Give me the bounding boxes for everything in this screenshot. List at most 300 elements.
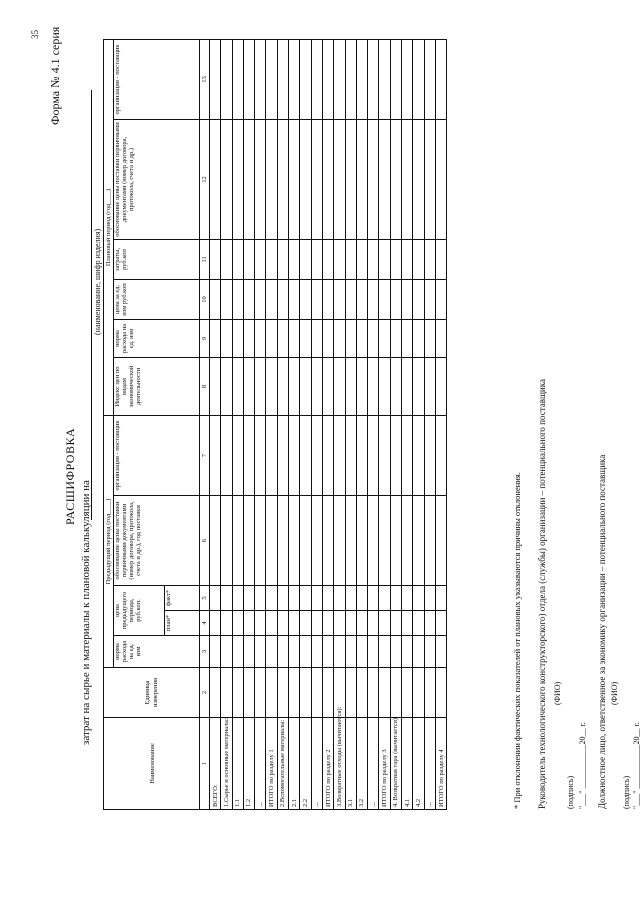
table-cell: [345, 586, 356, 611]
table-row: [243, 39, 254, 809]
table-cell: [255, 39, 266, 119]
table-cell: [277, 496, 288, 586]
table-row: [390, 39, 401, 809]
table-cell: [413, 358, 424, 416]
col-name-header: Наименование: [104, 718, 200, 810]
table-cell: [334, 416, 345, 496]
col-norm-plan-header: норма расхода на ед. изм: [114, 320, 200, 358]
table-row: [435, 39, 446, 809]
product-caption: (наименование, шифр изделия): [93, 228, 102, 335]
table-cell: [413, 120, 424, 240]
table-cell: [210, 320, 221, 358]
table-cell: [266, 120, 277, 240]
table-cell: [368, 39, 379, 119]
table-cell: [334, 496, 345, 586]
table-cell: [277, 358, 288, 416]
col-plan-header: план*: [165, 611, 200, 636]
table-cell: [356, 39, 367, 119]
table-cell: [379, 120, 390, 240]
table-cell: [243, 586, 254, 611]
table-row: [255, 39, 266, 809]
table-cell: [243, 280, 254, 320]
table-cell: [402, 636, 413, 668]
table-cell: [255, 240, 266, 280]
col-number: 1: [200, 718, 210, 810]
table-cell: [277, 586, 288, 611]
table-cell: [266, 668, 277, 718]
table-cell: [243, 120, 254, 240]
table-cell: [345, 496, 356, 586]
table-cell: [311, 280, 322, 320]
table-cell: [210, 358, 221, 416]
table-cell: [221, 611, 232, 636]
table-cell: [255, 358, 266, 416]
table-cell: [424, 320, 435, 358]
row-label: ...: [311, 718, 322, 810]
table-cell: [424, 240, 435, 280]
table-cell: [356, 120, 367, 240]
table-cell: [402, 358, 413, 416]
table-cell: [322, 358, 333, 416]
table-cell: [379, 358, 390, 416]
table-cell: [368, 320, 379, 358]
document-subtitle: затрат на сырье и материалы к плановой калькуляции на: [80, 480, 92, 745]
table-cell: [300, 280, 311, 320]
row-label: 2.Вспомогательные материалы:: [277, 718, 288, 810]
table-cell: [221, 240, 232, 280]
row-label: 4.2: [413, 718, 424, 810]
table-cell: [210, 240, 221, 280]
table-cell: [221, 636, 232, 668]
table-cell: [266, 611, 277, 636]
table-cell: [277, 120, 288, 240]
table-cell: [243, 240, 254, 280]
col-unit-header: Единица измерения: [104, 668, 200, 718]
table-row: [300, 39, 311, 809]
official-signature-label: (подпись): [622, 775, 631, 809]
table-cell: [243, 416, 254, 496]
table-cell: [255, 636, 266, 668]
table-cell: [368, 496, 379, 586]
table-cell: [255, 320, 266, 358]
col-number: 2: [200, 668, 210, 718]
table-cell: [255, 496, 266, 586]
table-cell: [277, 416, 288, 496]
table-row: [322, 39, 333, 809]
table-cell: [232, 240, 243, 280]
row-label: 3.Возвратные отходы (вычитаются):: [334, 718, 345, 810]
table-cell: [390, 320, 401, 358]
table-cell: [368, 636, 379, 668]
table-cell: [255, 586, 266, 611]
table-cell: [232, 636, 243, 668]
table-cell: [390, 668, 401, 718]
table-cell: [390, 358, 401, 416]
table-cell: [300, 358, 311, 416]
table-cell: [266, 586, 277, 611]
col-number: 7: [200, 416, 210, 496]
table-cell: [266, 416, 277, 496]
table-cell: [210, 586, 221, 611]
table-cell: [289, 636, 300, 668]
table-cell: [210, 416, 221, 496]
table-cell: [266, 496, 277, 586]
row-label: 1.1: [232, 718, 243, 810]
table-cell: [345, 280, 356, 320]
table-cell: [390, 586, 401, 611]
row-label: ...: [255, 718, 266, 810]
table-cell: [356, 320, 367, 358]
table-cell: [413, 611, 424, 636]
col-number: 10: [200, 280, 210, 320]
calculation-table: [103, 39, 447, 810]
table-cell: [368, 416, 379, 496]
table-cell: [379, 416, 390, 496]
table-cell: [277, 39, 288, 119]
table-cell: [345, 39, 356, 119]
table-cell: [402, 320, 413, 358]
table-cell: [402, 611, 413, 636]
table-cell: [435, 496, 446, 586]
form-label: Форма № 4.1 серия: [48, 26, 62, 125]
col-number: 6: [200, 496, 210, 586]
table-cell: [289, 120, 300, 240]
table-cell: [379, 668, 390, 718]
table-cell: [210, 120, 221, 240]
table-cell: [402, 496, 413, 586]
table-cell: [300, 668, 311, 718]
col-norm-header: норма расхода на ед. изм: [114, 636, 200, 668]
table-cell: [210, 611, 221, 636]
table-cell: [435, 320, 446, 358]
table-cell: [221, 280, 232, 320]
table-cell: [424, 668, 435, 718]
table-cell: [390, 120, 401, 240]
row-label: 1.Сырье и основные материалы:: [221, 718, 232, 810]
table-cell: [221, 496, 232, 586]
row-label: ...: [368, 718, 379, 810]
table-cell: [289, 280, 300, 320]
table-cell: [356, 280, 367, 320]
table-cell: [255, 611, 266, 636]
col-price-plan-header: цена за ед. изм руб.коп: [114, 280, 200, 320]
table-cell: [390, 280, 401, 320]
table-cell: [300, 611, 311, 636]
table-row: [424, 39, 435, 809]
official-date-line: "___" ___________20__ г.: [632, 722, 641, 809]
table-cell: [289, 496, 300, 586]
table-cell: [289, 320, 300, 358]
table-cell: [277, 636, 288, 668]
table-body: [210, 39, 447, 809]
table-cell: [424, 636, 435, 668]
table-cell: [255, 416, 266, 496]
table-cell: [345, 358, 356, 416]
table-cell: [266, 358, 277, 416]
table-cell: [368, 120, 379, 240]
table-cell: [322, 668, 333, 718]
table-row: [402, 39, 413, 809]
table-cell: [413, 280, 424, 320]
plan-period-header: Плановый период (год____): [104, 39, 114, 415]
table-row: [356, 39, 367, 809]
table-cell: [424, 358, 435, 416]
table-cell: [435, 636, 446, 668]
table-cell: [390, 611, 401, 636]
table-cell: [379, 39, 390, 119]
table-cell: [311, 496, 322, 586]
table-cell: [435, 611, 446, 636]
table-cell: [243, 320, 254, 358]
table-cell: [368, 358, 379, 416]
table-cell: [356, 668, 367, 718]
table-cell: [402, 240, 413, 280]
official-fio-label: (ФИО): [610, 681, 619, 705]
table-cell: [435, 586, 446, 611]
col-index-header: Индекс цен по видам экономической деятельности: [114, 358, 200, 416]
table-cell: [390, 416, 401, 496]
table-cell: [232, 416, 243, 496]
table-cell: [322, 280, 333, 320]
table-cell: [379, 240, 390, 280]
table-cell: [356, 636, 367, 668]
subtitle-fill-line: [91, 90, 92, 520]
table-cell: [221, 320, 232, 358]
col-number: 4: [200, 611, 210, 636]
row-label: ИТОГО по разделу 1: [266, 718, 277, 810]
table-cell: [390, 240, 401, 280]
table-cell: [413, 586, 424, 611]
table-cell: [277, 280, 288, 320]
table-cell: [311, 668, 322, 718]
table-cell: [345, 120, 356, 240]
table-cell: [390, 39, 401, 119]
table-cell: [379, 320, 390, 358]
table-cell: [345, 636, 356, 668]
table-cell: [424, 120, 435, 240]
table-cell: [243, 496, 254, 586]
table-cell: [413, 240, 424, 280]
table-cell: [232, 611, 243, 636]
table-cell: [334, 320, 345, 358]
table-cell: [221, 586, 232, 611]
table-cell: [356, 416, 367, 496]
table-cell: [368, 611, 379, 636]
table-cell: [266, 280, 277, 320]
table-cell: [322, 611, 333, 636]
table-row: [345, 39, 356, 809]
table-cell: [232, 280, 243, 320]
table-cell: [424, 586, 435, 611]
table-row: [413, 39, 424, 809]
table-cell: [334, 586, 345, 611]
table-cell: [334, 611, 345, 636]
table-cell: [424, 280, 435, 320]
table-cell: [289, 358, 300, 416]
table-cell: [210, 636, 221, 668]
table-row: [379, 39, 390, 809]
table-cell: [243, 636, 254, 668]
col-costs-header: затраты, руб.коп: [114, 240, 200, 280]
table-cell: [322, 39, 333, 119]
table-cell: [402, 280, 413, 320]
table-cell: [255, 668, 266, 718]
table-cell: [413, 39, 424, 119]
table-cell: [289, 39, 300, 119]
table-row: [289, 39, 300, 809]
table-cell: [243, 668, 254, 718]
table-cell: [255, 120, 266, 240]
table-cell: [243, 611, 254, 636]
table-cell: [356, 496, 367, 586]
table-cell: [266, 636, 277, 668]
table-cell: [232, 39, 243, 119]
col-number: 11: [200, 240, 210, 280]
row-label: ИТОГО по разделу 2: [322, 718, 333, 810]
col-number: 8: [200, 358, 210, 416]
table-cell: [277, 668, 288, 718]
table-cell: [322, 636, 333, 668]
table-cell: [390, 636, 401, 668]
table-cell: [300, 240, 311, 280]
table-row: [232, 39, 243, 809]
table-cell: [232, 668, 243, 718]
table-cell: [435, 416, 446, 496]
table-cell: [232, 120, 243, 240]
table-cell: [435, 280, 446, 320]
row-label: ИТОГО по разделу 4: [435, 718, 446, 810]
table-cell: [210, 280, 221, 320]
table-cell: [402, 668, 413, 718]
row-label: 2.2: [300, 718, 311, 810]
table-cell: [379, 611, 390, 636]
table-cell: [311, 320, 322, 358]
table-cell: [379, 636, 390, 668]
table-cell: [413, 416, 424, 496]
prev-period-header: Предыдущий период (год____): [104, 416, 114, 668]
row-label: 3.2: [356, 718, 367, 810]
table-row: [311, 39, 322, 809]
table-cell: [435, 358, 446, 416]
table-cell: [277, 611, 288, 636]
col-justification-header: обоснование цены поставки первичными документами (номер договора, протокола, счета и др.), год поставки: [114, 496, 200, 586]
table-cell: [424, 39, 435, 119]
table-cell: [435, 240, 446, 280]
table-cell: [300, 496, 311, 586]
page-number: 35: [30, 30, 40, 39]
table-cell: [345, 240, 356, 280]
table-cell: [232, 586, 243, 611]
table-cell: [424, 611, 435, 636]
table-cell: [210, 496, 221, 586]
table-cell: [311, 358, 322, 416]
row-label: 3.1: [345, 718, 356, 810]
table-cell: [289, 668, 300, 718]
table-cell: [300, 636, 311, 668]
table-cell: [435, 120, 446, 240]
table-cell: [402, 120, 413, 240]
table-cell: [334, 240, 345, 280]
table-row: [210, 39, 221, 809]
col-number: 5: [200, 586, 210, 611]
row-label: ИТОГО по разделу 3: [379, 718, 390, 810]
official-signature-title: Должностное лицо, ответственное за экономику организации – потенциального поставщика: [597, 454, 607, 809]
table-cell: [311, 636, 322, 668]
table-cell: [300, 39, 311, 119]
table-cell: [402, 586, 413, 611]
table-cell: [334, 120, 345, 240]
table-cell: [435, 39, 446, 119]
col-number: 12: [200, 120, 210, 240]
table-cell: [413, 496, 424, 586]
table-cell: [368, 280, 379, 320]
row-label: 4. Возвратная тара (вычитается): [390, 718, 401, 810]
table-cell: [413, 320, 424, 358]
row-label: ...: [424, 718, 435, 810]
col-number: 3: [200, 636, 210, 668]
table-cell: [289, 240, 300, 280]
table-cell: [322, 416, 333, 496]
table-cell: [300, 120, 311, 240]
table-cell: [379, 586, 390, 611]
table-cell: [424, 496, 435, 586]
table-cell: [334, 636, 345, 668]
table-cell: [435, 668, 446, 718]
col-number: 13: [200, 39, 210, 119]
table-cell: [356, 586, 367, 611]
table-cell: [402, 416, 413, 496]
table-cell: [221, 668, 232, 718]
col-supplier-plan-header: организация - поставщик: [114, 39, 200, 119]
table-cell: [379, 280, 390, 320]
table-cell: [300, 320, 311, 358]
deviation-note: * При отклонении фактических показателей от плановых указываются причины отклонения.: [512, 472, 522, 809]
table-cell: [413, 636, 424, 668]
table-cell: [424, 416, 435, 496]
table-cell: [300, 416, 311, 496]
table-cell: [334, 280, 345, 320]
table-cell: [311, 240, 322, 280]
table-row: [277, 39, 288, 809]
table-cell: [379, 496, 390, 586]
table-cell: [232, 496, 243, 586]
document-title: РАСШИФРОВКА: [63, 427, 77, 525]
table-cell: [289, 586, 300, 611]
table-cell: [277, 320, 288, 358]
table-cell: [345, 320, 356, 358]
table-cell: [266, 240, 277, 280]
table-cell: [289, 611, 300, 636]
head-fio-label: (ФИО): [553, 681, 562, 705]
table-cell: [300, 586, 311, 611]
head-signature-title: Руководитель технологического конструкторского) отдела (службы) организации – потенциального поставщика: [537, 379, 547, 809]
head-date-line: "___" ___________20__ г.: [578, 722, 587, 809]
table-cell: [356, 240, 367, 280]
table-cell: [311, 416, 322, 496]
table-cell: [266, 320, 277, 358]
table-cell: [311, 611, 322, 636]
table-row: [221, 39, 232, 809]
table-cell: [210, 39, 221, 119]
table-cell: [368, 668, 379, 718]
table-cell: [311, 120, 322, 240]
col-price-prev-header: цена предыдущего периода, руб.коп.: [114, 586, 165, 636]
row-label: 4.1: [402, 718, 413, 810]
table-cell: [322, 496, 333, 586]
row-label: 2.1: [289, 718, 300, 810]
table-cell: [356, 611, 367, 636]
col-fact-header: факт*: [165, 586, 200, 611]
